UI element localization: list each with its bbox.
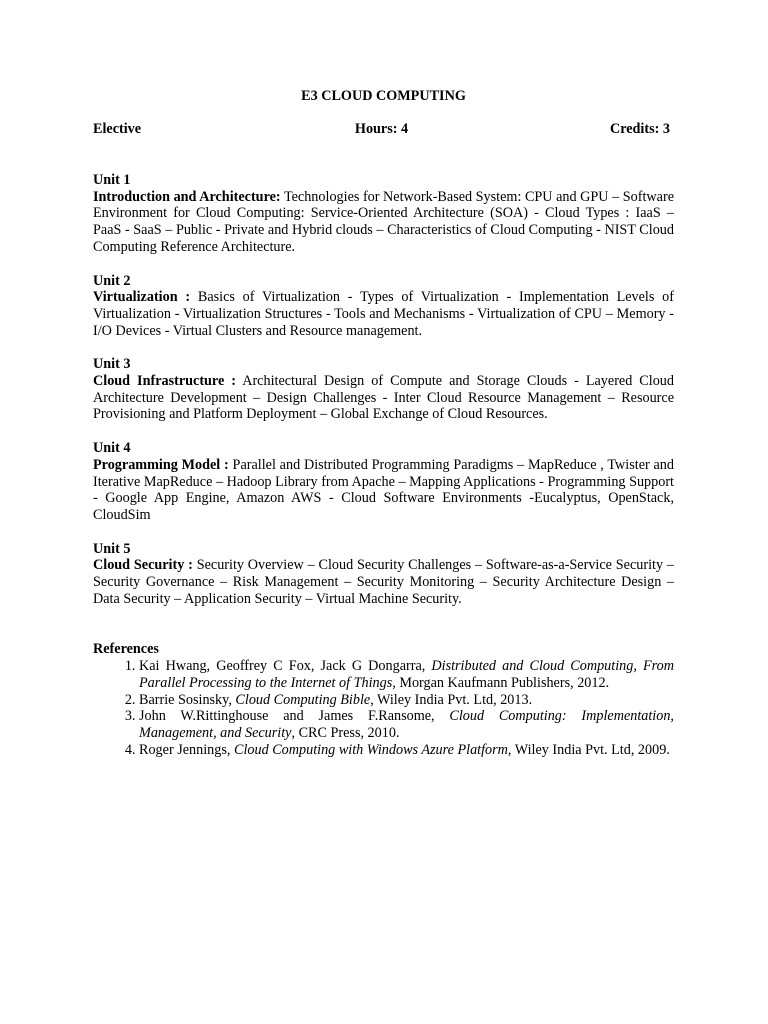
page-title: E3 CLOUD COMPUTING bbox=[301, 88, 466, 104]
reference-publisher: , Morgan Kaufmann Publishers, 2012. bbox=[392, 674, 610, 691]
references-section bbox=[93, 641, 674, 758]
unit-topic: Cloud Security : bbox=[93, 557, 193, 574]
reference-publisher: , Wiley India Pvt. Ltd, 2013. bbox=[370, 691, 533, 708]
reference-list bbox=[93, 658, 674, 758]
unit-topic: Virtualization : bbox=[93, 289, 191, 306]
unit-heading: Unit 5 bbox=[93, 540, 131, 557]
reference-authors: John W.Rittinghouse and James F.Ransome, bbox=[139, 708, 450, 725]
reference-item bbox=[139, 742, 674, 759]
document-page bbox=[93, 88, 674, 758]
unit-heading: Unit 4 bbox=[93, 440, 131, 457]
unit-description: Security Overview – Cloud Security Challenges – Software-as-a-Service Security – Security Governance – Risk Management – Security Monitoring – Security Architecture Design – Data Security – Application Security – Virtual Machine Security. bbox=[93, 557, 674, 607]
unit-section-1 bbox=[93, 172, 674, 256]
unit-heading: Unit 3 bbox=[93, 356, 131, 373]
reference-publisher: , Wiley India Pvt. Ltd, 2009. bbox=[507, 741, 670, 758]
unit-heading: Unit 2 bbox=[93, 272, 131, 289]
course-credits: Credits: 3 bbox=[609, 121, 670, 137]
references-heading: References bbox=[93, 641, 159, 658]
unit-description: Technologies for Network-Based System: CPU and GPU – Software Environment for Cloud Computing: Service-Oriented Architecture (SOA) - Cloud Types : IaaS – PaaS - SaaS – Public - Private and Hybrid clouds – Characteristics of Cloud Computing - NIST Cloud Computing Reference Architecture. bbox=[93, 188, 674, 255]
unit-description: Basics of Virtualization - Types of Virtualization - Implementation Levels of Virtualization - Virtualization Structures - Tools and Mechanisms - Virtualization of CPU – Memory - I/O Devices - Virtual Clusters and Resource management. bbox=[93, 289, 674, 339]
unit-section-3 bbox=[93, 356, 674, 423]
unit-heading: Unit 1 bbox=[93, 172, 131, 188]
reference-item bbox=[139, 708, 674, 741]
reference-title: Cloud Computing Bible bbox=[235, 691, 371, 708]
unit-description: Architectural Design of Compute and Storage Clouds - Layered Cloud Architecture Development – Design Challenges - Inter Cloud Resource Management – Resource Provisioning and Platform Deployment – Global Exchange of Cloud Resources. bbox=[93, 373, 674, 423]
course-type: Elective bbox=[93, 121, 142, 137]
unit-description: Parallel and Distributed Programming Paradigms – MapReduce , Twister and Iterative MapReduce – Hadoop Library from Apache – Mapping Applications - Programming Support - Google App Engine, Amazon AWS - Cloud Software Environments -Eucalyptus, OpenStack, CloudSim bbox=[93, 456, 674, 523]
unit-section-2 bbox=[93, 273, 674, 340]
reference-title: Cloud Computing with Windows Azure Platform bbox=[233, 741, 508, 758]
unit-topic: Introduction and Architecture: bbox=[93, 188, 281, 205]
reference-authors: Barrie Sosinsky, bbox=[139, 691, 236, 708]
unit-section-4 bbox=[93, 440, 674, 524]
unit-topic: Programming Model : bbox=[93, 456, 229, 473]
reference-item bbox=[139, 692, 674, 709]
reference-publisher: , CRC Press, 2010. bbox=[291, 724, 400, 741]
unit-body bbox=[93, 457, 674, 524]
course-hours: Hours: 4 bbox=[354, 121, 409, 137]
reference-authors: Kai Hwang, Geoffrey C Fox, Jack G Dongarra, bbox=[139, 658, 432, 675]
unit-body bbox=[93, 557, 674, 607]
reference-title: Cloud Computing: Implementation, Management, and Security bbox=[139, 708, 674, 741]
reference-item bbox=[139, 658, 674, 691]
unit-body bbox=[93, 189, 674, 256]
unit-body bbox=[93, 289, 674, 339]
unit-section-5 bbox=[93, 541, 674, 608]
reference-title: Distributed and Cloud Computing, From Parallel Processing to the Internet of Things bbox=[139, 658, 674, 691]
unit-body bbox=[93, 373, 674, 423]
reference-authors: Roger Jennings, bbox=[139, 741, 234, 758]
unit-topic: Cloud Infrastructure : bbox=[93, 373, 236, 390]
course-meta bbox=[93, 121, 674, 138]
